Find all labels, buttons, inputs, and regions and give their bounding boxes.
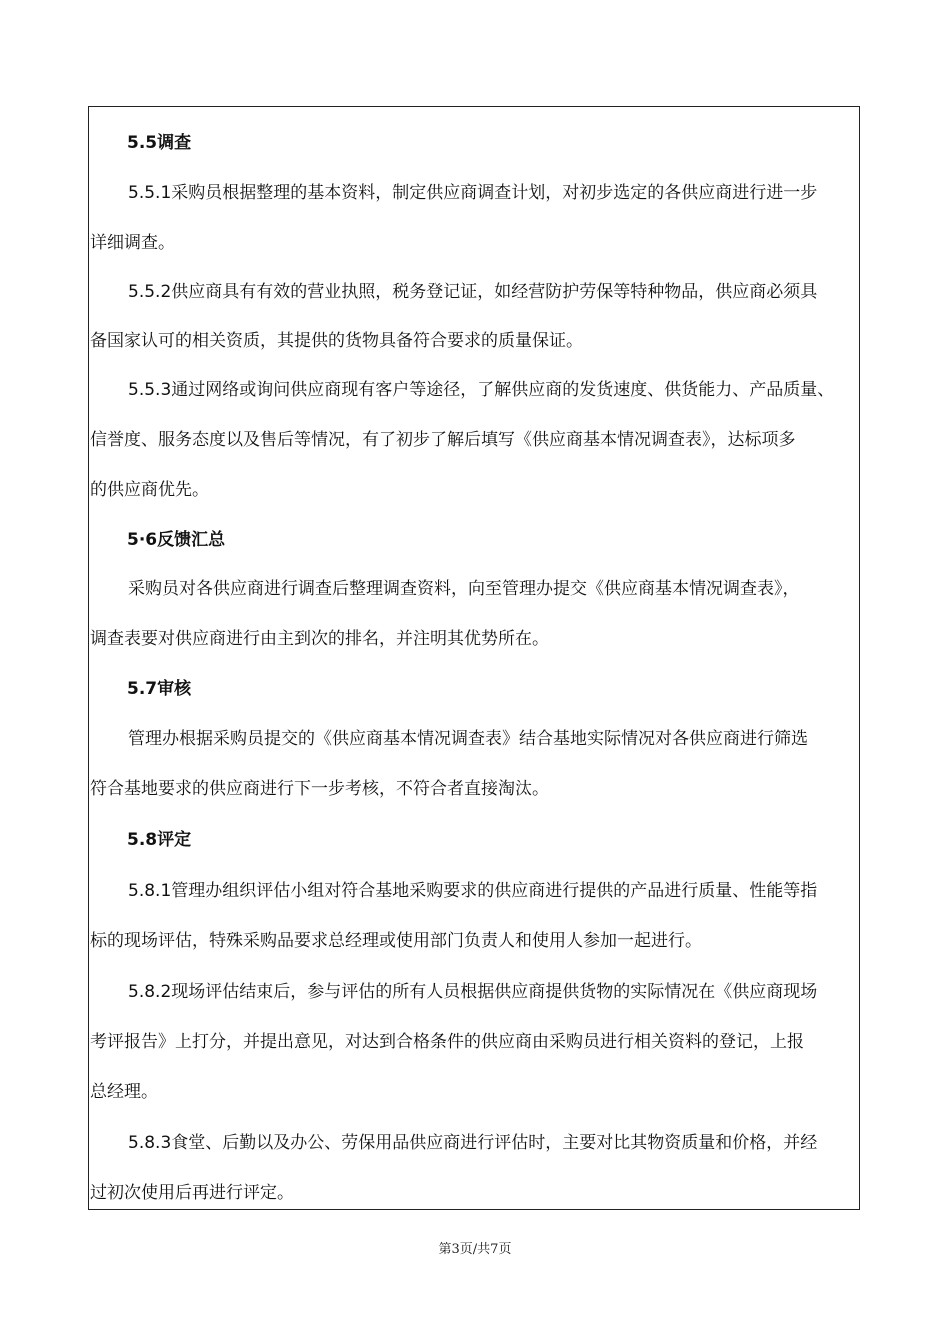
page-number: 第3页/共7页 — [438, 1242, 512, 1257]
section-heading: 5·6反馈汇总 — [127, 530, 226, 550]
paragraph-line: 管理办根据采购员提交的《供应商基本情况调查表》结合基地实际情况对各供应商进行筛选 — [128, 729, 808, 749]
paragraph-line: 符合基地要求的供应商进行下一步考核，不符合者直接淘汰。 — [90, 779, 549, 799]
paragraph-line: 5.5.2供应商具有有效的营业执照，税务登记证，如经营防护劳保等特种物品，供应商必须具 — [128, 282, 818, 302]
paragraph-line: 采购员对各供应商进行调查后整理调查资料，向至管理办提交《供应商基本情况调查表》， — [128, 579, 800, 599]
paragraph-line: 总经理。 — [90, 1082, 158, 1102]
paragraph-line: 调查表要对供应商进行由主到次的排名，并注明其优势所在。 — [90, 629, 549, 649]
paragraph-line: 过初次使用后再进行评定。 — [90, 1183, 294, 1203]
section-heading: 5.5调查 — [127, 133, 192, 153]
paragraph-line: 5.8.3食堂、后勤以及办公、劳保用品供应商进行评估时，主要对比其物资质量和价格，并经 — [128, 1133, 818, 1153]
paragraph-line: 标的现场评估，特殊采购品要求总经理或使用部门负责人和使用人参加一起进行。 — [90, 931, 702, 951]
paragraph-line: 5.8.2现场评估结束后，参与评估的所有人员根据供应商提供货物的实际情况在《供应商现场 — [128, 982, 818, 1002]
paragraph-line: 考评报告》上打分，并提出意见，对达到合格条件的供应商由采购员进行相关资料的登记，上报 — [90, 1032, 804, 1052]
section-heading: 5.8评定 — [127, 830, 192, 850]
section-heading: 5.7审核 — [127, 679, 192, 699]
paragraph-line: 5.8.1管理办组织评估小组对符合基地采购要求的供应商进行提供的产品进行质量、性能等指 — [128, 881, 818, 901]
paragraph-line: 详细调查。 — [90, 233, 175, 253]
paragraph-line: 备国家认可的相关资质，其提供的货物具备符合要求的质量保证。 — [90, 331, 583, 351]
paragraph-line: 5.5.3通过网络或询问供应商现有客户等途径，了解供应商的发货速度、供货能力、产品质量、 — [128, 380, 835, 400]
paragraph-line: 的供应商优先。 — [90, 480, 209, 500]
paragraph-line: 信誉度、服务态度以及售后等情况，有了初步了解后填写《供应商基本情况调查表》，达标项多 — [90, 430, 796, 450]
paragraph-line: 5.5.1采购员根据整理的基本资料，制定供应商调查计划，对初步选定的各供应商进行进一步 — [128, 183, 818, 203]
